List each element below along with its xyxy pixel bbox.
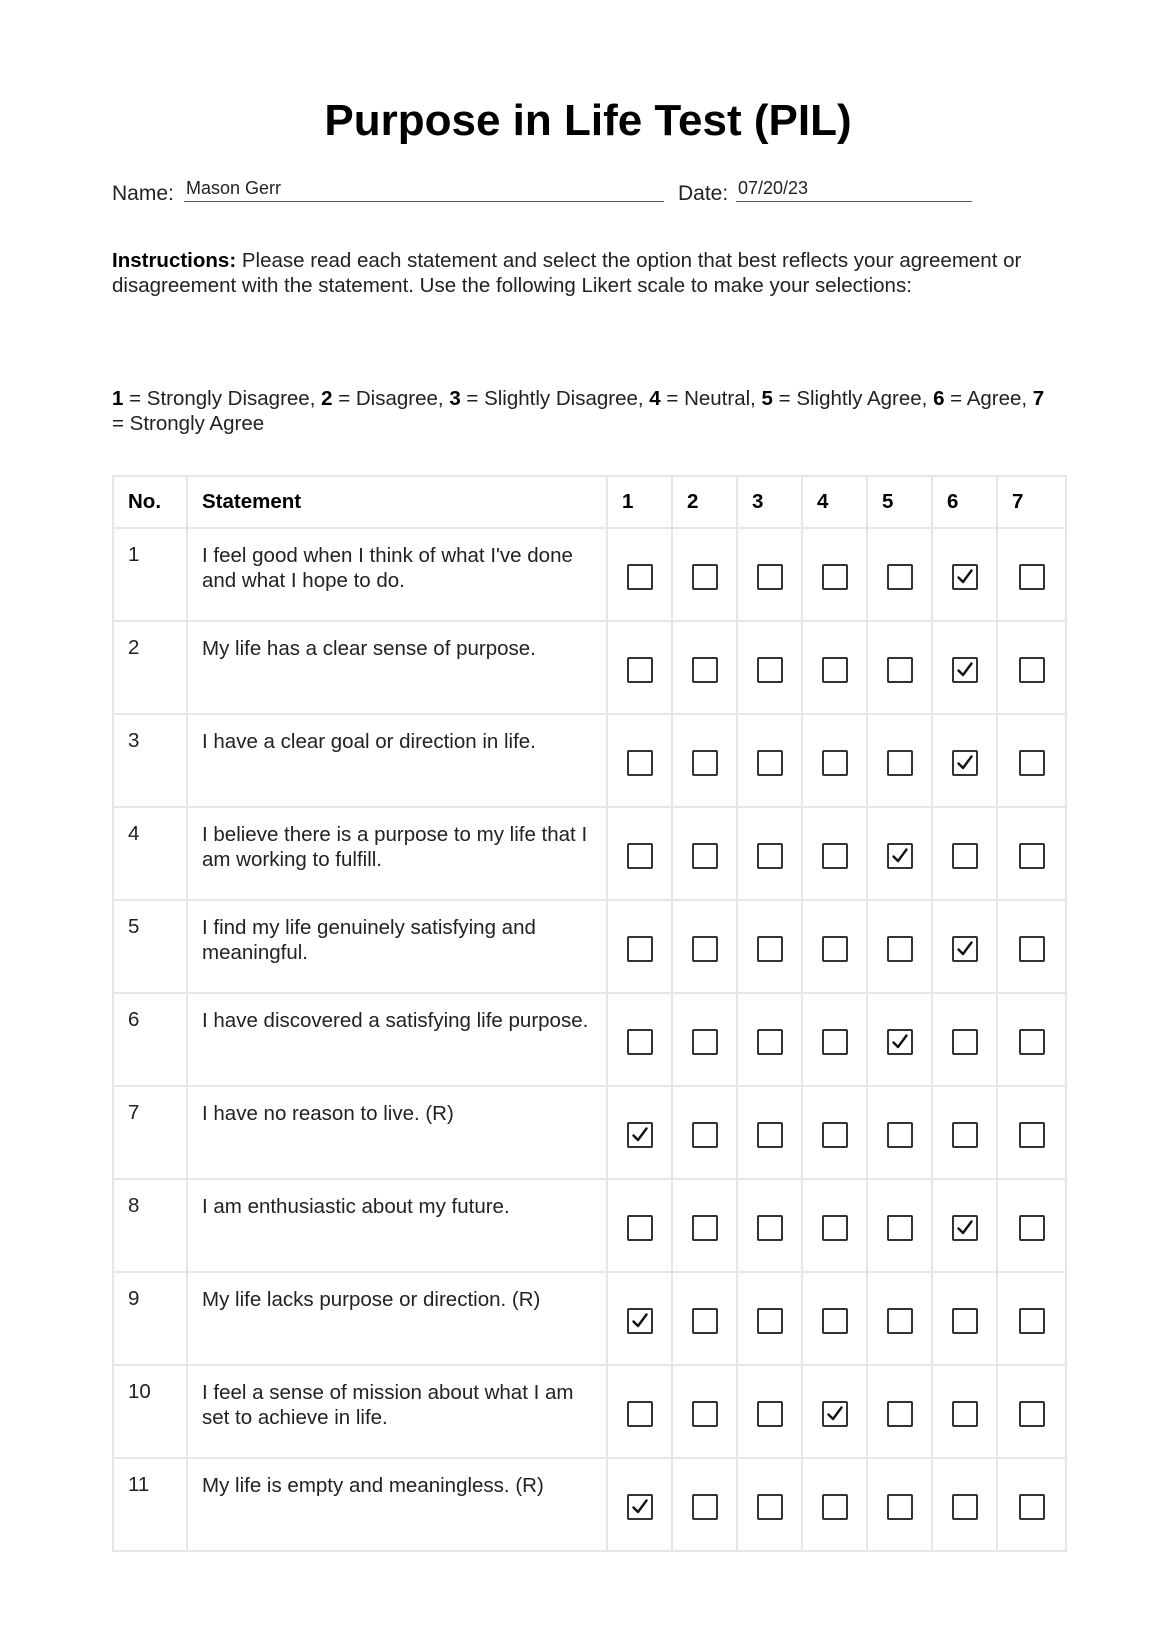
table-row bbox=[113, 807, 1066, 900]
rating-cell bbox=[737, 714, 802, 807]
checkbox[interactable] bbox=[692, 657, 718, 683]
rating-cell bbox=[997, 1086, 1066, 1179]
checkbox[interactable] bbox=[952, 1029, 978, 1055]
table-row bbox=[113, 900, 1066, 993]
rating-cell bbox=[737, 1365, 802, 1458]
rating-cell bbox=[672, 1365, 737, 1458]
scale-num: 1 bbox=[112, 387, 124, 410]
checkbox[interactable] bbox=[627, 936, 653, 962]
checkbox[interactable] bbox=[757, 657, 783, 683]
item-statement: I find my life genuinely satisfying and meaningful. bbox=[187, 900, 607, 993]
checkbox[interactable] bbox=[627, 1401, 653, 1427]
checkbox[interactable] bbox=[757, 1122, 783, 1148]
rating-cell bbox=[607, 900, 672, 993]
checkmark-icon bbox=[630, 1125, 650, 1145]
rating-cell bbox=[672, 1272, 737, 1365]
checkbox[interactable] bbox=[757, 1494, 783, 1520]
page-title: Purpose in Life Test (PIL) bbox=[324, 96, 852, 145]
checkbox[interactable] bbox=[692, 1308, 718, 1334]
checkbox[interactable] bbox=[1019, 1122, 1045, 1148]
header-scale-1: 1 bbox=[607, 476, 672, 528]
rating-cell bbox=[997, 528, 1066, 621]
checkbox-checked[interactable] bbox=[952, 936, 978, 962]
checkbox[interactable] bbox=[822, 1494, 848, 1520]
rating-cell bbox=[932, 621, 997, 714]
rating-cell bbox=[737, 1086, 802, 1179]
rating-cell bbox=[802, 900, 867, 993]
item-statement: My life has a clear sense of purpose. bbox=[187, 621, 607, 714]
item-number: 3 bbox=[113, 714, 187, 807]
rating-cell bbox=[867, 528, 932, 621]
rating-cell bbox=[737, 1272, 802, 1365]
item-number: 4 bbox=[113, 807, 187, 900]
item-number: 8 bbox=[113, 1179, 187, 1272]
rating-cell bbox=[932, 714, 997, 807]
checkbox-checked[interactable] bbox=[627, 1494, 653, 1520]
rating-cell bbox=[867, 621, 932, 714]
item-statement: I am enthusiastic about my future. bbox=[187, 1179, 607, 1272]
scale-text: = Strongly Agree bbox=[112, 412, 265, 435]
rating-cell bbox=[607, 1086, 672, 1179]
header-scale-5: 5 bbox=[867, 476, 932, 528]
scale-text: = Neutral, bbox=[660, 387, 762, 410]
rating-cell bbox=[802, 528, 867, 621]
rating-cell bbox=[737, 528, 802, 621]
item-number: 7 bbox=[113, 1086, 187, 1179]
checkbox[interactable] bbox=[822, 1308, 848, 1334]
checkbox[interactable] bbox=[692, 750, 718, 776]
checkbox[interactable] bbox=[757, 1029, 783, 1055]
rating-cell bbox=[932, 1365, 997, 1458]
checkbox[interactable] bbox=[822, 1122, 848, 1148]
checkbox[interactable] bbox=[1019, 936, 1045, 962]
checkmark-icon bbox=[955, 753, 975, 773]
header-scale-3: 3 bbox=[737, 476, 802, 528]
rating-cell bbox=[607, 1365, 672, 1458]
rating-cell bbox=[867, 1086, 932, 1179]
checkbox[interactable] bbox=[1019, 1029, 1045, 1055]
checkbox-checked[interactable] bbox=[952, 657, 978, 683]
checkbox-checked[interactable] bbox=[887, 1029, 913, 1055]
scale-num: 3 bbox=[449, 387, 461, 410]
checkbox[interactable] bbox=[692, 1029, 718, 1055]
rating-cell bbox=[607, 807, 672, 900]
table-row bbox=[113, 528, 1066, 621]
rating-cell bbox=[932, 1179, 997, 1272]
checkbox[interactable] bbox=[757, 936, 783, 962]
checkbox[interactable] bbox=[887, 657, 913, 683]
rating-cell bbox=[867, 1179, 932, 1272]
rating-cell bbox=[607, 993, 672, 1086]
checkbox-checked[interactable] bbox=[627, 1308, 653, 1334]
instructions-label: Instructions: bbox=[112, 249, 237, 272]
checkbox[interactable] bbox=[887, 1122, 913, 1148]
checkbox[interactable] bbox=[822, 564, 848, 590]
scale-num: 4 bbox=[649, 387, 661, 410]
scale-num: 2 bbox=[321, 387, 333, 410]
checkbox[interactable] bbox=[757, 750, 783, 776]
checkmark-icon bbox=[955, 660, 975, 680]
checkbox[interactable] bbox=[627, 1215, 653, 1241]
checkmark-icon bbox=[955, 1218, 975, 1238]
rating-cell bbox=[997, 1458, 1066, 1551]
checkmark-icon bbox=[955, 939, 975, 959]
checkbox[interactable] bbox=[627, 564, 653, 590]
checkbox[interactable] bbox=[887, 1215, 913, 1241]
checkbox[interactable] bbox=[692, 1215, 718, 1241]
checkbox[interactable] bbox=[822, 936, 848, 962]
item-number: 6 bbox=[113, 993, 187, 1086]
checkbox[interactable] bbox=[952, 843, 978, 869]
checkbox[interactable] bbox=[1019, 564, 1045, 590]
rating-cell bbox=[672, 1086, 737, 1179]
rating-cell bbox=[997, 900, 1066, 993]
rating-cell bbox=[867, 1365, 932, 1458]
table-row bbox=[113, 621, 1066, 714]
rating-cell bbox=[997, 1272, 1066, 1365]
rating-cell bbox=[672, 714, 737, 807]
checkbox[interactable] bbox=[627, 1029, 653, 1055]
checkbox[interactable] bbox=[757, 564, 783, 590]
table-row bbox=[113, 993, 1066, 1086]
rating-cell bbox=[672, 1458, 737, 1551]
scale-text: = Disagree, bbox=[332, 387, 450, 410]
item-statement: I have discovered a satisfying life purpose. bbox=[187, 993, 607, 1086]
date-field[interactable]: 07/20/23 bbox=[736, 178, 972, 202]
rating-cell bbox=[672, 807, 737, 900]
rating-cell bbox=[607, 1179, 672, 1272]
rating-cell bbox=[737, 993, 802, 1086]
item-statement: I have no reason to live. (R) bbox=[187, 1086, 607, 1179]
rating-cell bbox=[802, 1086, 867, 1179]
checkbox[interactable] bbox=[887, 564, 913, 590]
checkbox[interactable] bbox=[952, 1308, 978, 1334]
checkbox[interactable] bbox=[757, 843, 783, 869]
item-number: 9 bbox=[113, 1272, 187, 1365]
rating-cell bbox=[802, 621, 867, 714]
table-body bbox=[113, 528, 1066, 1551]
rating-cell bbox=[802, 714, 867, 807]
rating-cell bbox=[867, 714, 932, 807]
checkbox[interactable] bbox=[952, 1494, 978, 1520]
checkbox[interactable] bbox=[1019, 1215, 1045, 1241]
checkmark-icon bbox=[630, 1497, 650, 1517]
item-number: 11 bbox=[113, 1458, 187, 1551]
scale-num: 5 bbox=[761, 387, 773, 410]
table-row bbox=[113, 1365, 1066, 1458]
rating-cell bbox=[737, 621, 802, 714]
rating-cell bbox=[672, 528, 737, 621]
checkbox[interactable] bbox=[952, 1122, 978, 1148]
header-scale-2: 2 bbox=[672, 476, 737, 528]
checkbox[interactable] bbox=[627, 657, 653, 683]
rating-cell bbox=[867, 807, 932, 900]
rating-cell bbox=[997, 1179, 1066, 1272]
checkbox[interactable] bbox=[1019, 657, 1045, 683]
header-statement: Statement bbox=[187, 476, 607, 528]
checkbox[interactable] bbox=[757, 1215, 783, 1241]
checkbox-checked[interactable] bbox=[952, 1215, 978, 1241]
rating-cell bbox=[997, 993, 1066, 1086]
checkbox[interactable] bbox=[1019, 1494, 1045, 1520]
rating-cell bbox=[867, 1272, 932, 1365]
rating-cell bbox=[672, 993, 737, 1086]
table-header-row bbox=[113, 476, 1066, 528]
checkbox[interactable] bbox=[692, 843, 718, 869]
checkbox[interactable] bbox=[1019, 1401, 1045, 1427]
checkbox[interactable] bbox=[822, 1029, 848, 1055]
checkbox[interactable] bbox=[692, 564, 718, 590]
item-number: 10 bbox=[113, 1365, 187, 1458]
scale-text: = Slightly Agree, bbox=[772, 387, 934, 410]
checkbox[interactable] bbox=[692, 1401, 718, 1427]
item-statement: I feel good when I think of what I've done and what I hope to do. bbox=[187, 528, 607, 621]
date-label: Date: bbox=[678, 182, 729, 205]
scale-text: = Slightly Disagree, bbox=[460, 387, 650, 410]
checkbox[interactable] bbox=[887, 936, 913, 962]
table-row bbox=[113, 1272, 1066, 1365]
checkbox[interactable] bbox=[692, 936, 718, 962]
rating-cell bbox=[672, 621, 737, 714]
pil-table bbox=[112, 475, 1067, 1552]
item-statement: I feel a sense of mission about what I am set to achieve in life. bbox=[187, 1365, 607, 1458]
checkbox-checked[interactable] bbox=[822, 1401, 848, 1427]
rating-cell bbox=[607, 621, 672, 714]
table-row bbox=[113, 714, 1066, 807]
checkbox-checked[interactable] bbox=[627, 1122, 653, 1148]
rating-cell bbox=[997, 621, 1066, 714]
header-scale-7: 7 bbox=[997, 476, 1066, 528]
rating-cell bbox=[932, 807, 997, 900]
rating-cell bbox=[607, 714, 672, 807]
item-statement: I have a clear goal or direction in life. bbox=[187, 714, 607, 807]
scale-num: 6 bbox=[933, 387, 945, 410]
rating-cell bbox=[802, 1179, 867, 1272]
checkmark-icon bbox=[825, 1404, 845, 1424]
rating-cell bbox=[672, 900, 737, 993]
name-label: Name: bbox=[112, 182, 174, 205]
item-number: 2 bbox=[113, 621, 187, 714]
checkmark-icon bbox=[890, 846, 910, 866]
item-statement: My life lacks purpose or direction. (R) bbox=[187, 1272, 607, 1365]
checkbox[interactable] bbox=[822, 750, 848, 776]
rating-cell bbox=[932, 528, 997, 621]
checkbox[interactable] bbox=[692, 1122, 718, 1148]
checkbox[interactable] bbox=[887, 1494, 913, 1520]
checkbox[interactable] bbox=[1019, 750, 1045, 776]
rating-cell bbox=[607, 528, 672, 621]
rating-cell bbox=[737, 1458, 802, 1551]
checkbox-checked[interactable] bbox=[887, 843, 913, 869]
rating-cell bbox=[867, 993, 932, 1086]
instructions-text: Please read each statement and select the option that best reflects your agreement or disagreement with the statement. Use the following Likert scale to make your selections: bbox=[112, 249, 1022, 297]
rating-cell bbox=[737, 807, 802, 900]
checkbox[interactable] bbox=[1019, 843, 1045, 869]
scale-num: 7 bbox=[1032, 387, 1045, 410]
rating-cell bbox=[802, 993, 867, 1086]
header-no: No. bbox=[113, 476, 187, 528]
rating-cell bbox=[802, 807, 867, 900]
rating-cell bbox=[867, 1458, 932, 1551]
rating-cell bbox=[997, 714, 1066, 807]
scale-text: = Strongly Disagree, bbox=[123, 387, 322, 410]
rating-cell bbox=[932, 1458, 997, 1551]
rating-cell bbox=[737, 900, 802, 993]
item-statement: My life is empty and meaningless. (R) bbox=[187, 1458, 607, 1551]
header-scale-6: 6 bbox=[932, 476, 997, 528]
rating-cell bbox=[932, 1272, 997, 1365]
checkmark-icon bbox=[630, 1311, 650, 1331]
checkbox[interactable] bbox=[887, 1308, 913, 1334]
instructions bbox=[112, 248, 1052, 298]
checkbox[interactable] bbox=[627, 750, 653, 776]
checkbox[interactable] bbox=[1019, 1308, 1045, 1334]
checkbox[interactable] bbox=[757, 1308, 783, 1334]
item-number: 1 bbox=[113, 528, 187, 621]
table-row bbox=[113, 1458, 1066, 1551]
likert-scale-legend bbox=[112, 386, 1057, 436]
item-statement: I believe there is a purpose to my life that I am working to fulfill. bbox=[187, 807, 607, 900]
checkbox[interactable] bbox=[887, 1401, 913, 1427]
checkbox-checked[interactable] bbox=[952, 564, 978, 590]
rating-cell bbox=[997, 807, 1066, 900]
rating-cell bbox=[672, 1179, 737, 1272]
rating-cell bbox=[802, 1458, 867, 1551]
rating-cell bbox=[737, 1179, 802, 1272]
checkbox[interactable] bbox=[887, 750, 913, 776]
checkbox[interactable] bbox=[822, 1215, 848, 1241]
checkbox[interactable] bbox=[952, 1401, 978, 1427]
checkbox-checked[interactable] bbox=[952, 750, 978, 776]
checkbox[interactable] bbox=[692, 1494, 718, 1520]
rating-cell bbox=[997, 1365, 1066, 1458]
header-scale-4: 4 bbox=[802, 476, 867, 528]
checkbox[interactable] bbox=[822, 843, 848, 869]
rating-cell bbox=[607, 1272, 672, 1365]
name-field[interactable]: Mason Gerr bbox=[184, 178, 664, 202]
checkmark-icon bbox=[890, 1032, 910, 1052]
checkmark-icon bbox=[955, 567, 975, 587]
rating-cell bbox=[932, 1086, 997, 1179]
scale-text: = Agree, bbox=[944, 387, 1033, 410]
table-row bbox=[113, 1179, 1066, 1272]
rating-cell bbox=[867, 900, 932, 993]
checkbox[interactable] bbox=[627, 843, 653, 869]
rating-cell bbox=[932, 993, 997, 1086]
table-row bbox=[113, 1086, 1066, 1179]
rating-cell bbox=[802, 1365, 867, 1458]
rating-cell bbox=[607, 1458, 672, 1551]
item-number: 5 bbox=[113, 900, 187, 993]
rating-cell bbox=[802, 1272, 867, 1365]
rating-cell bbox=[932, 900, 997, 993]
checkbox[interactable] bbox=[757, 1401, 783, 1427]
checkbox[interactable] bbox=[822, 657, 848, 683]
